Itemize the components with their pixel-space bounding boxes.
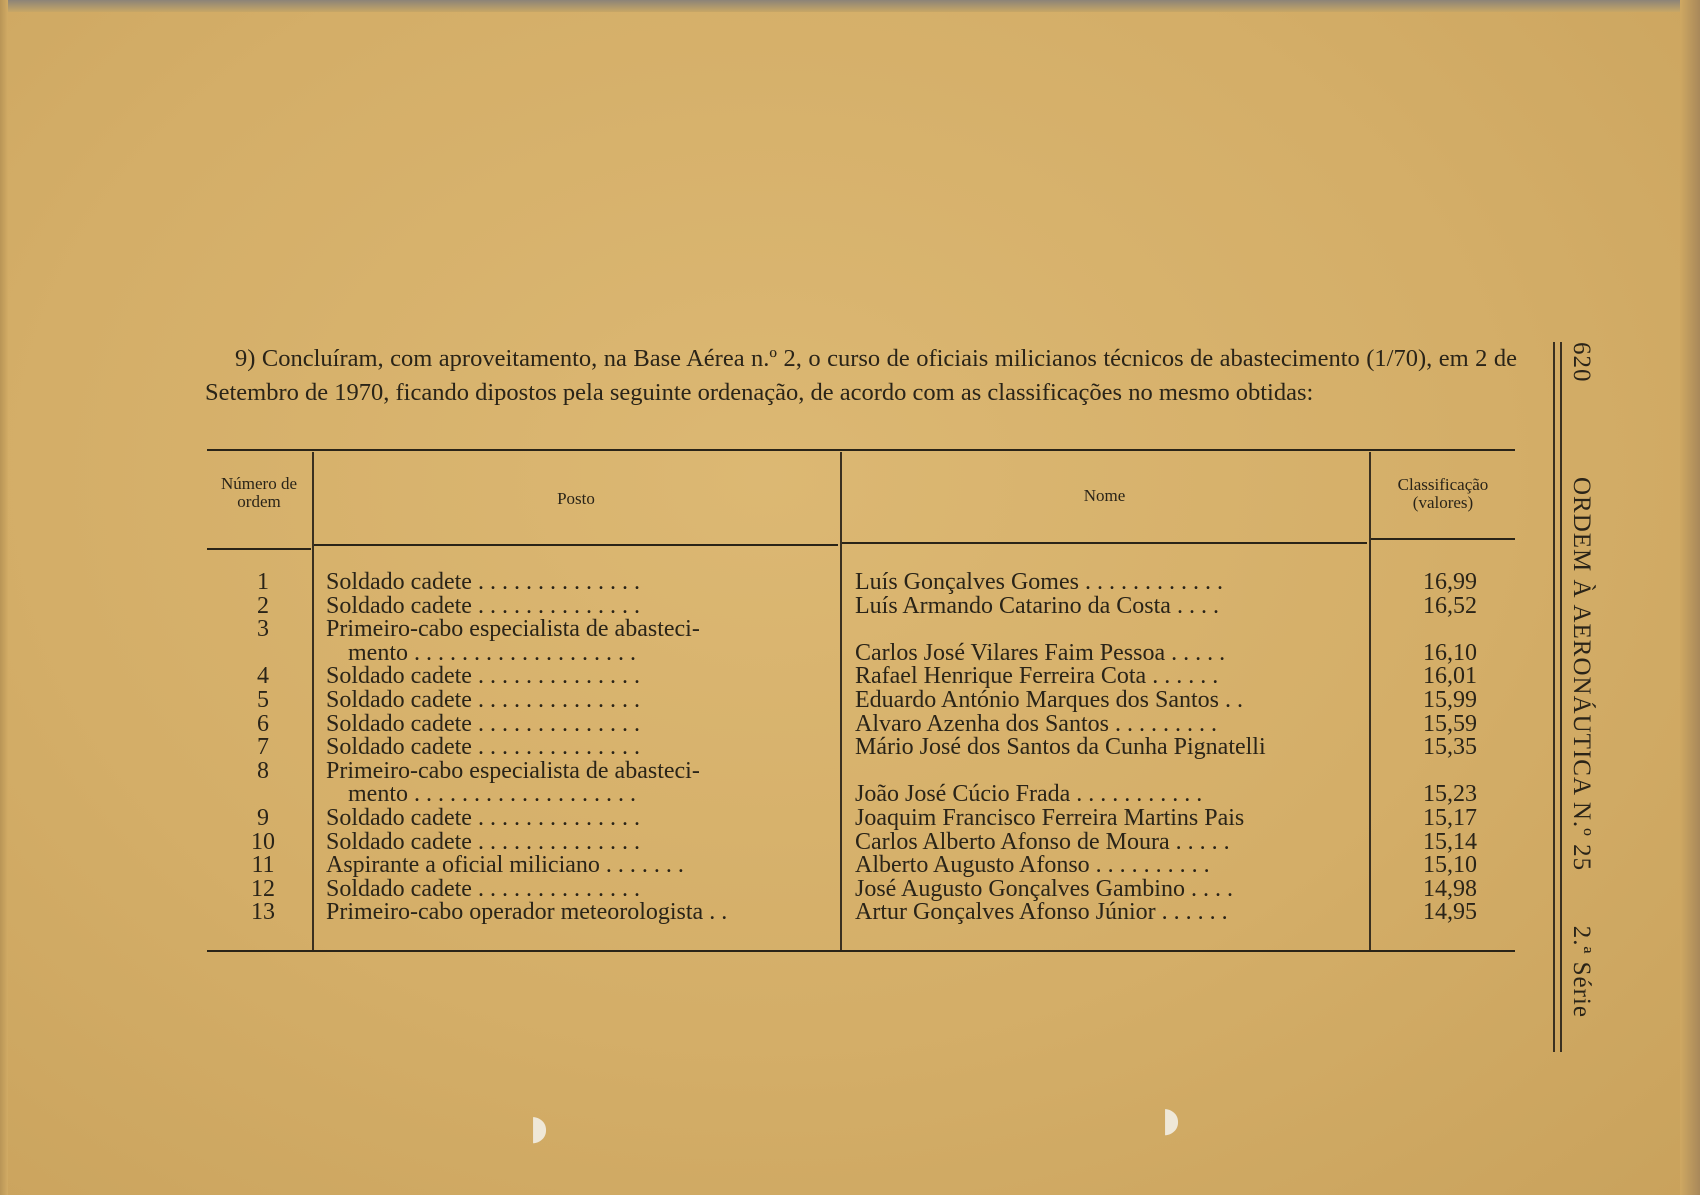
row-number: 3	[257, 616, 269, 643]
row-nome: Mário José dos Santos da Cunha Pignatelli	[855, 735, 1266, 760]
sidebar-series: 2.ª Série	[1568, 925, 1595, 1018]
row-posto: mento . . . . . . . . . . . . . . . . . . .	[348, 782, 636, 807]
table-row	[0, 617, 1700, 641]
header-posto: Posto	[557, 489, 595, 508]
row-classificacao: 14,95	[1423, 899, 1477, 926]
row-classificacao: 16,10	[1423, 639, 1477, 666]
page-sidebar	[1563, 342, 1599, 1052]
table-bottom-rule	[207, 950, 1515, 952]
row-posto: Soldado cadete . . . . . . . . . . . . . .	[326, 829, 640, 854]
row-number: 8	[257, 757, 269, 784]
header-underline-posto	[314, 544, 838, 546]
row-posto: Soldado cadete . . . . . . . . . . . . . .	[326, 711, 640, 736]
row-number: 6	[257, 710, 269, 737]
intro-paragraph: 9) Concluíram, com aproveitamento, na Base Aérea n.º 2, o curso de oficiais milicianos técnicos de abastecimento (1/70), em 2 de Setembro de 1970, ficando dipostos pela seguinte ordenação, de acordo com as classificações no mesmo obtidas:	[205, 345, 1517, 406]
row-posto: Soldado cadete . . . . . . . . . . . . . .	[326, 735, 640, 760]
sidebar-rule-left	[1553, 342, 1555, 1052]
row-posto: mento . . . . . . . . . . . . . . . . . . .	[348, 640, 636, 665]
row-nome: Carlos José Vilares Faim Pessoa . . . . .	[855, 640, 1226, 665]
header-underline-classificacao	[1371, 538, 1515, 540]
row-classificacao: 14,98	[1423, 875, 1477, 902]
table-row	[0, 688, 1700, 712]
row-posto: Primeiro-cabo especialista de abasteci-	[326, 617, 700, 642]
row-posto: Soldado cadete . . . . . . . . . . . . . .	[326, 688, 640, 712]
row-nome: Luís Armando Catarino da Costa . . . .	[855, 593, 1219, 618]
header-numero-text: Número de ordem	[220, 474, 297, 511]
row-classificacao: 15,59	[1423, 710, 1477, 737]
table-row	[0, 877, 1700, 901]
row-classificacao: 16,52	[1423, 592, 1477, 619]
table-row	[0, 735, 1700, 759]
row-classificacao: 15,10	[1423, 852, 1477, 879]
row-posto: Primeiro-cabo operador meteorologista . .	[326, 900, 728, 925]
table-row	[0, 830, 1700, 854]
header-underline-numero	[207, 548, 311, 550]
row-nome: Carlos Alberto Afonso de Moura . . . . .	[855, 829, 1230, 854]
table-row	[0, 712, 1700, 736]
row-classificacao: 15,99	[1423, 687, 1477, 713]
row-classificacao: 16,01	[1423, 663, 1477, 690]
table-row	[0, 641, 1700, 665]
punch-hole-left: ◗	[530, 1108, 548, 1148]
sidebar-page-number: 620	[1568, 342, 1595, 383]
row-nome: João José Cúcio Frada . . . . . . . . . . .	[855, 782, 1203, 807]
table-row	[0, 594, 1700, 618]
row-nome: José Augusto Gonçalves Gambino . . . .	[855, 876, 1233, 901]
header-nome: Nome	[1083, 486, 1126, 505]
sidebar-publication: ORDEM À AERONÁUTICA N.º 25	[1568, 477, 1595, 872]
row-classificacao: 15,17	[1423, 805, 1477, 831]
header-classificacao	[1371, 476, 1515, 512]
header-underline-nome	[842, 542, 1367, 544]
row-nome: Alvaro Azenha dos Santos . . . . . . . . .	[855, 711, 1217, 736]
row-number: 12	[251, 875, 275, 902]
row-posto: Aspirante a oficial miliciano . . . . . . .	[326, 853, 684, 878]
table-row	[0, 853, 1700, 877]
row-posto: Soldado cadete . . . . . . . . . . . . . .	[326, 570, 640, 594]
row-nome: Rafael Henrique Ferreira Cota . . . . . .	[855, 664, 1219, 689]
row-number: 9	[257, 805, 269, 831]
row-classificacao: 15,14	[1423, 828, 1477, 855]
row-classificacao: 15,23	[1423, 781, 1477, 808]
row-number: 13	[251, 899, 275, 926]
row-number: 10	[251, 828, 275, 855]
row-posto: Soldado cadete . . . . . . . . . . . . . .	[326, 664, 640, 689]
table-row	[0, 806, 1700, 830]
header-classificacao-line1: Classificação	[1397, 475, 1489, 494]
row-nome: Alberto Augusto Afonso . . . . . . . . . .	[855, 853, 1210, 878]
table-row	[0, 664, 1700, 688]
table-row	[0, 759, 1700, 783]
row-number: 1	[257, 569, 269, 595]
header-numero	[212, 475, 306, 511]
header-classificacao-line2: (valores)	[1412, 493, 1474, 512]
sidebar-rule-right	[1560, 342, 1562, 1052]
table-row	[0, 900, 1700, 924]
row-posto: Soldado cadete . . . . . . . . . . . . . .	[326, 806, 640, 830]
table-row	[0, 782, 1700, 806]
scan-top-edge	[0, 0, 1700, 12]
row-classificacao: 15,35	[1423, 734, 1477, 761]
row-number: 7	[257, 734, 269, 761]
punch-hole-right: ◗	[1162, 1100, 1180, 1140]
row-number: 5	[257, 687, 269, 713]
row-number: 11	[251, 852, 275, 879]
row-classificacao: 16,99	[1423, 569, 1477, 595]
row-number: 4	[257, 663, 269, 690]
row-nome: Joaquim Francisco Ferreira Martins Pais	[855, 806, 1245, 830]
row-nome: Luís Gonçalves Gomes . . . . . . . . . . . .	[855, 570, 1223, 594]
row-nome: Eduardo António Marques dos Santos . .	[855, 688, 1243, 712]
row-posto: Soldado cadete . . . . . . . . . . . . . .	[326, 876, 640, 901]
row-posto: Soldado cadete . . . . . . . . . . . . . .	[326, 593, 640, 618]
table-row	[0, 570, 1700, 594]
row-posto: Primeiro-cabo especialista de abasteci-	[326, 758, 700, 783]
row-number: 2	[257, 592, 269, 619]
table-top-rule	[207, 449, 1515, 451]
row-nome: Artur Gonçalves Afonso Júnior . . . . . .	[855, 900, 1228, 925]
